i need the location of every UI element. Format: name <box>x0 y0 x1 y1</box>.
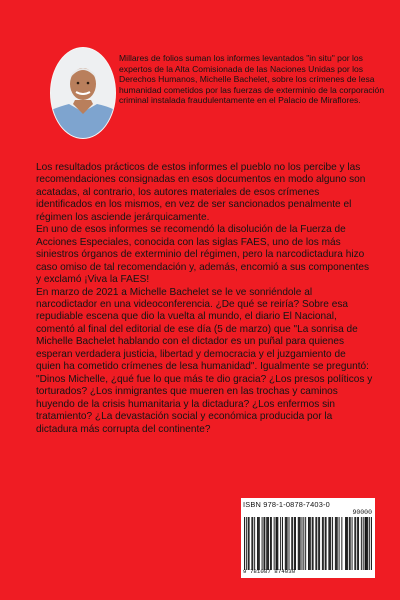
author-portrait-icon <box>51 48 115 138</box>
barcode-bar <box>352 517 353 570</box>
barcode-bar <box>263 517 264 570</box>
barcode-bar <box>312 517 313 570</box>
barcode-bar <box>251 517 252 570</box>
barcode-bar <box>285 517 286 570</box>
barcode-bar <box>347 517 348 570</box>
barcode-bar <box>358 517 359 570</box>
barcode-bar <box>361 517 362 570</box>
barcode-bar <box>350 517 351 570</box>
barcode-bar <box>357 517 358 570</box>
barcode-bar <box>329 517 330 570</box>
synopsis-paragraph: En uno de esos informes se recomendó la disolución de la Fuerza de Acciones Especiales, conocida con las siglas FAES, uno de los más siniestros órganos de exterminio del régimen, pero la narcodictadura hizo caso omiso de tal recomendación y, además, encomió a sus componentes y exclamó ¡Viva la FAES! <box>36 224 370 286</box>
barcode-bar <box>249 517 250 570</box>
barcode-bar <box>337 517 338 570</box>
barcode-bar <box>315 517 316 570</box>
barcode-bar <box>295 517 296 570</box>
synopsis-paragraph: Los resultados prácticos de estos informes el pueblo no los percibe y las recomendaciones consignadas en esos documentos en modo alguno son acatadas, al contrario, los autores materiales de esos crímenes identificados en los mismos, en vez de ser sancionados penalmente el régimen los asciende jerárquicamente. <box>36 162 366 223</box>
barcode-bars <box>244 517 372 570</box>
barcode-bar <box>341 517 342 570</box>
barcode-bar <box>323 517 324 570</box>
barcode-bar <box>302 517 303 570</box>
barcode-bar <box>262 517 263 570</box>
barcode-bar <box>367 517 368 570</box>
barcode-bar <box>371 517 372 570</box>
barcode-bar <box>330 517 331 570</box>
barcode-bar <box>264 517 265 570</box>
barcode-bar <box>319 517 320 570</box>
barcode-bar <box>365 517 366 570</box>
synopsis-paragraph: En marzo de 2021 a Michelle Bachelet se le ve sonriéndole al narcodictador en una videoconferencia. ¿De qué se reiría? Sobre esa repudiable escena que dio la vuelta al mundo, el diario El Nacional, comentó al final del editorial de ese día (5 de marzo) que "La sonrisa de Michelle Bachelet hablando con el dictador es un puñal para quienes esperan verdadera justicia, libertad y democracia y el juzgamiento de quien ha cometido crímenes de lesa humanidad". Igualmente se preguntó: "Dinos Michelle, ¿qué fue lo que más te dio gracia? ¿Los presos políticos y torturados? ¿Los inmigrantes que mueren en las trochas y caminos huyendo de la crisis humanitaria y la dictadura? ¿Los enfermos sin tratamiento? ¿La devastación social y económica producida por la dictadura más corrupta del continente? <box>36 286 373 435</box>
author-photo <box>50 47 116 139</box>
barcode-bar <box>349 517 350 570</box>
barcode-bar <box>332 517 333 570</box>
barcode-bar <box>271 517 272 570</box>
barcode-bar <box>313 517 314 570</box>
barcode-bar <box>298 517 299 570</box>
barcode-bar <box>299 517 300 570</box>
barcode-bar <box>277 517 278 570</box>
barcode-bar <box>274 517 275 570</box>
barcode-bar <box>325 517 326 570</box>
barcode-bar <box>326 517 327 570</box>
barcode-bar <box>280 517 281 570</box>
barcode-bar <box>254 517 255 570</box>
barcode-bar <box>310 517 311 570</box>
barcode-bar <box>308 517 309 570</box>
barcode-bar <box>355 517 356 570</box>
barcode-bar <box>369 517 370 570</box>
barcode-digits: 9 781087 874030 <box>243 568 296 575</box>
author-bio: Millares de folios suman los informes levantados "in situ" por los expertos de la Alta Comisionada de las Naciones Unidas por los Derechos Humanos, Michelle Bachelet, sobre los crímenes de lesa humanidad cometidos por las fuerzas de exterminio de la corporación criminal instalada fraudulentamente en el Palacio de Miraflores. <box>119 53 385 106</box>
barcode-bar <box>252 517 253 570</box>
barcode-bar <box>268 517 269 570</box>
barcode-bar <box>335 517 336 570</box>
barcode-bar <box>346 517 347 570</box>
barcode-bar <box>276 517 277 570</box>
barcode-bar <box>259 517 260 570</box>
isbn-number: ISBN 978-1-0878-7403-0 <box>243 500 330 509</box>
barcode-bar <box>294 517 295 570</box>
barcode-bar <box>267 517 268 570</box>
barcode-bar <box>287 517 288 570</box>
barcode-bar <box>246 517 247 570</box>
barcode-bar <box>366 517 367 570</box>
barcode-bar <box>266 517 267 570</box>
barcode-bar <box>305 517 306 570</box>
barcode-bar <box>366 517 367 570</box>
barcode-bar <box>339 517 340 570</box>
barcode-bar <box>318 517 319 570</box>
isbn-barcode <box>241 498 375 578</box>
barcode-bar <box>303 517 304 570</box>
barcode-bar <box>244 517 245 570</box>
barcode-bar <box>292 517 293 570</box>
barcode-bar <box>316 517 317 570</box>
price-code: 90000 <box>352 509 372 516</box>
barcode-bar <box>248 517 249 570</box>
barcode-bar <box>276 517 277 570</box>
barcode-bar <box>336 517 337 570</box>
barcode-bar <box>363 517 364 570</box>
barcode-bar <box>257 517 258 570</box>
barcode-bar <box>309 517 310 570</box>
barcode-bar <box>328 517 329 570</box>
synopsis <box>36 162 373 436</box>
barcode-bar <box>322 517 323 570</box>
barcode-bar <box>300 517 301 570</box>
barcode-bar <box>289 517 290 570</box>
barcode-bar <box>270 517 271 570</box>
barcode-bar <box>286 517 287 570</box>
barcode-bar <box>345 517 346 570</box>
barcode-bar <box>291 517 292 570</box>
barcode-bar <box>354 517 355 570</box>
barcode-bar <box>258 517 259 570</box>
barcode-bar <box>282 517 283 570</box>
